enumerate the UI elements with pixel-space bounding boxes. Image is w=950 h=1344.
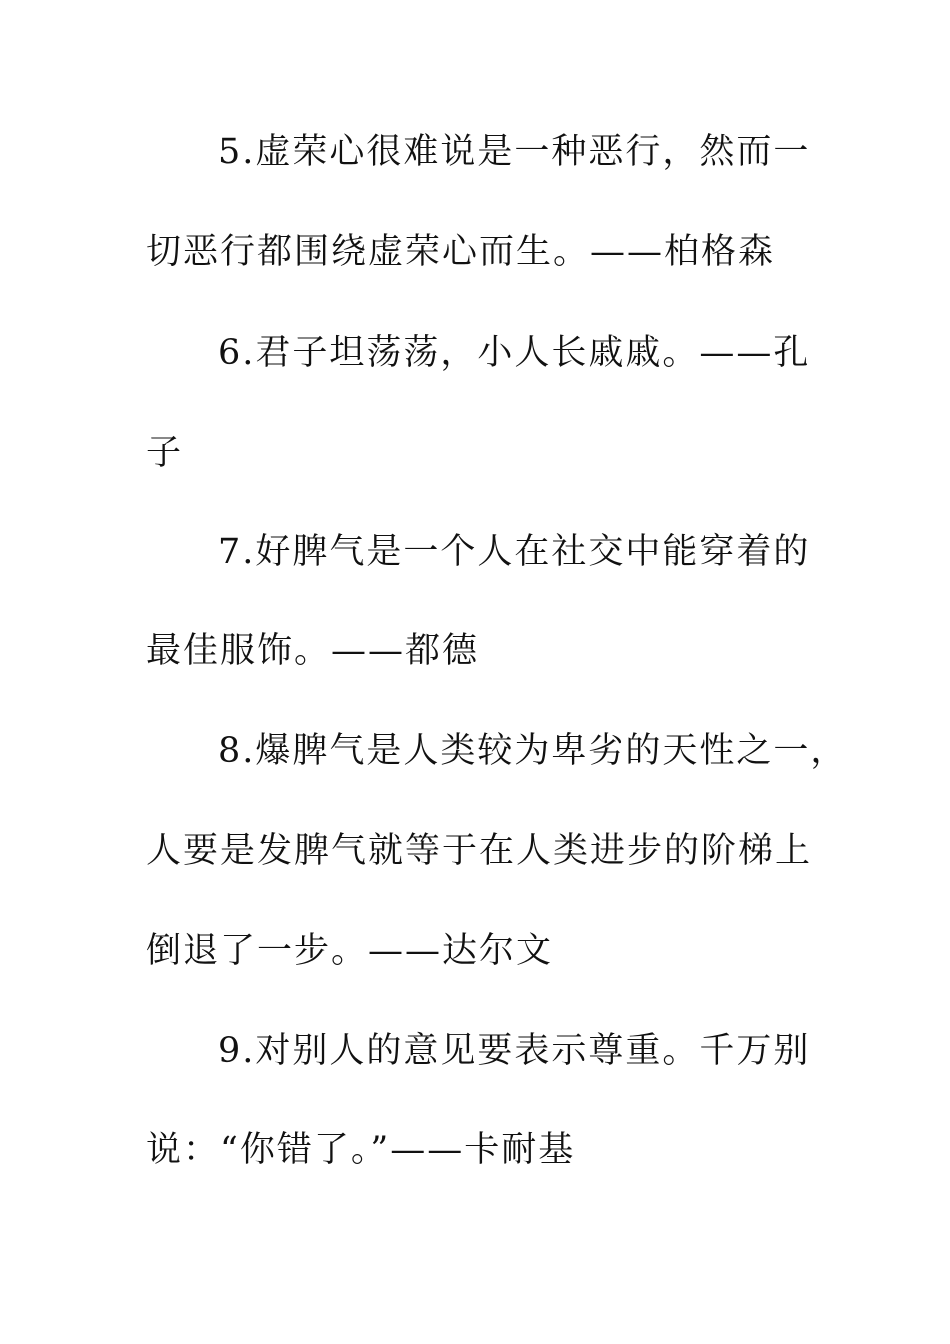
quote-8-number: 8.: [218, 731, 256, 771]
quote-9-number: 9.: [218, 1031, 256, 1071]
quote-8-text-1: 爆脾气是人类较为卑劣的天性之一，: [255, 731, 848, 771]
quote-8-line-1: [218, 729, 847, 773]
quote-6-number: 6.: [218, 333, 256, 373]
quote-6-text-2: 子: [146, 433, 184, 473]
quote-8-text-2: 人要是发脾气就等于在人类进步的阶梯上: [146, 831, 813, 871]
quote-8-text-3: 倒退了一步。——达尔文: [146, 931, 554, 971]
quote-8-line-2: [146, 829, 812, 873]
quote-8-line-3: [146, 929, 553, 973]
quote-7-text-2: 最佳服饰。——都德: [146, 631, 480, 671]
quote-6-line-2: [146, 431, 183, 475]
quote-5-number: 5.: [218, 132, 256, 172]
quote-7-number: 7.: [218, 532, 256, 572]
quote-5-line-1: [218, 130, 810, 174]
quote-9-line-1: [218, 1029, 810, 1073]
quote-9-text-2: 说：“你错了。”——卡耐基: [146, 1130, 576, 1170]
quote-5-line-2: [146, 230, 775, 274]
quote-7-line-1: [218, 530, 810, 574]
quote-6-line-1: [218, 331, 810, 375]
quote-9-text-1: 对别人的意见要表示尊重。千万别: [255, 1031, 811, 1071]
quote-7-text-1: 好脾气是一个人在社交中能穿着的: [255, 532, 811, 572]
quote-9-line-2: [146, 1128, 575, 1172]
quote-6-text-1: 君子坦荡荡，小人长戚戚。——孔: [255, 333, 811, 373]
quote-5-text-1: 虚荣心很难说是一种恶行，然而一: [255, 132, 811, 172]
quote-5-text-2: 切恶行都围绕虚荣心而生。——柏格森: [146, 232, 776, 272]
quote-7-line-2: [146, 629, 479, 673]
